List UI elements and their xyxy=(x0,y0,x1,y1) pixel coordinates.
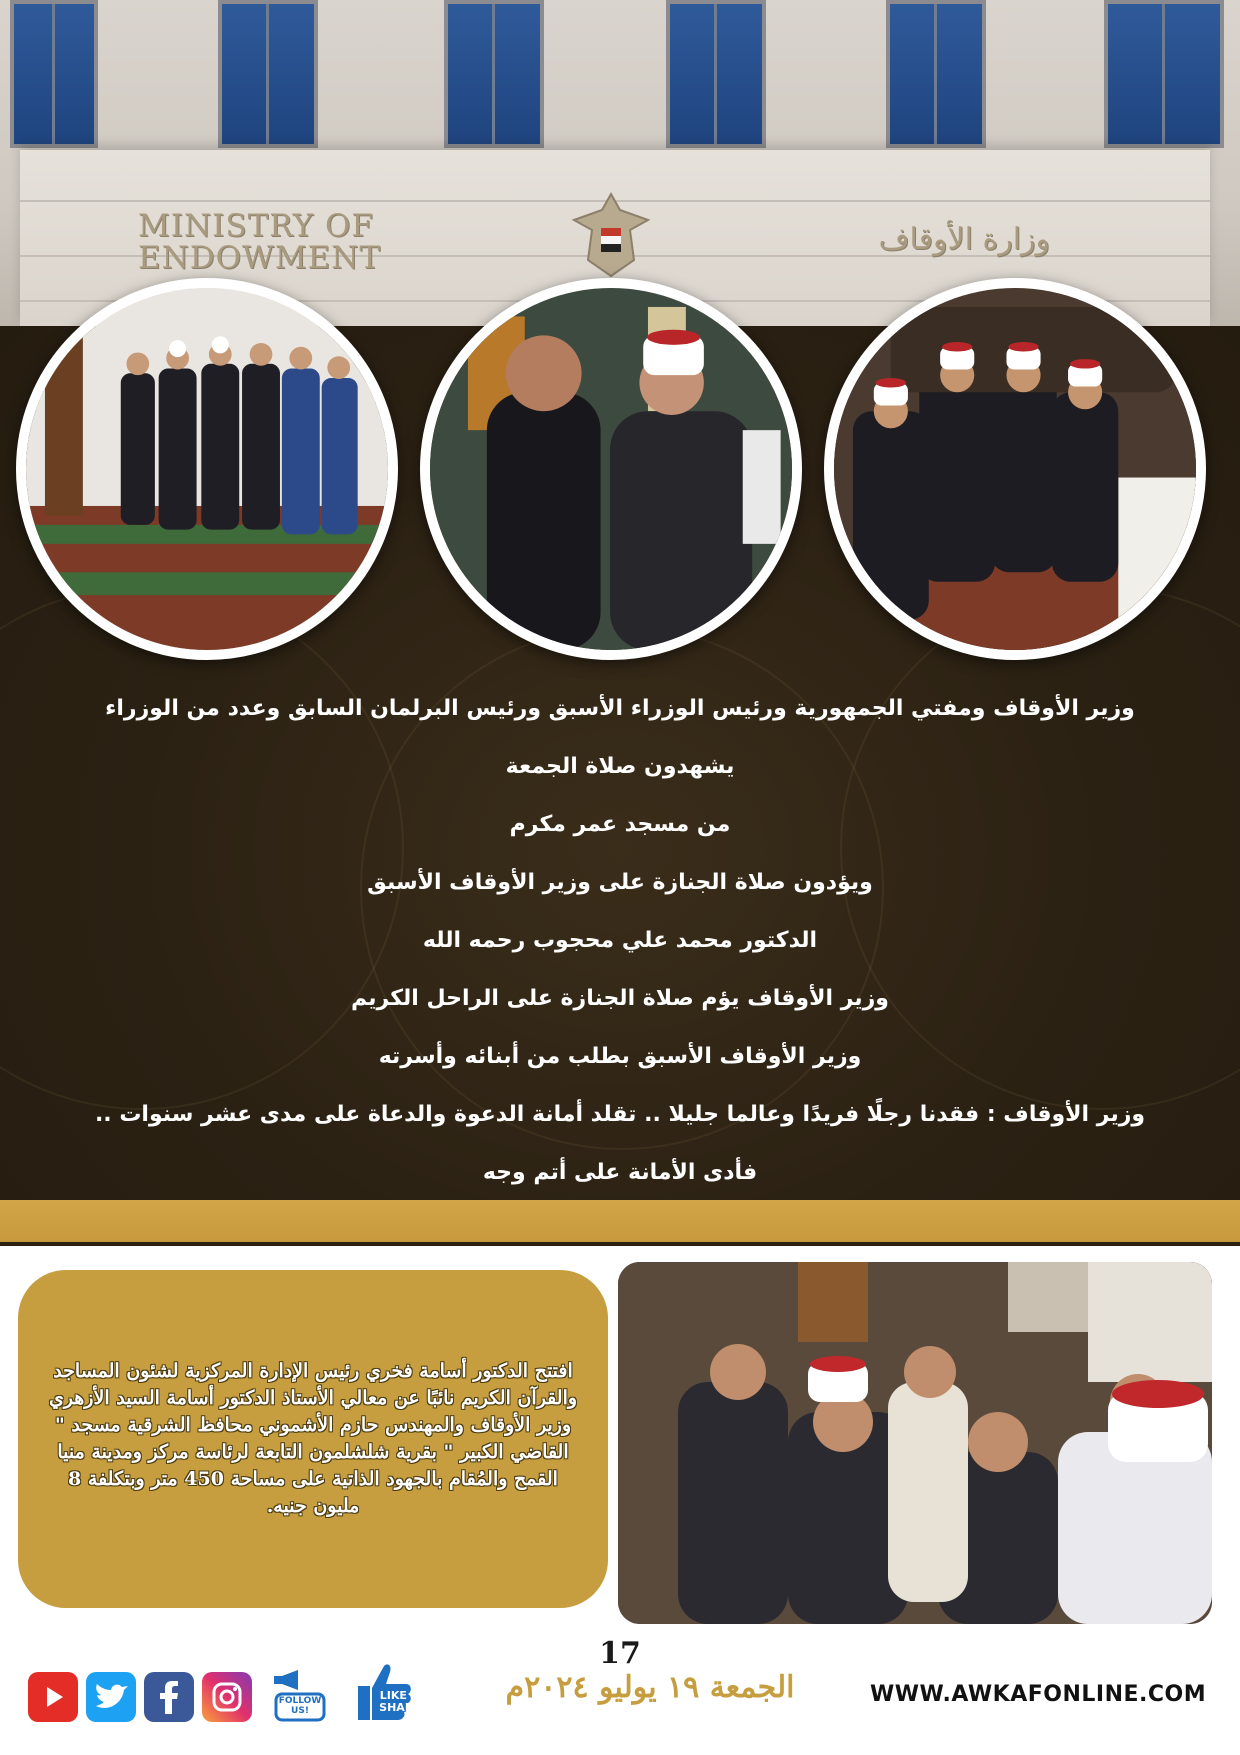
headline-line: يشهدون صلاة الجمعة xyxy=(505,754,735,779)
follow-us-badge[interactable] xyxy=(268,1666,332,1726)
like-share-label: LIKE & SHARE xyxy=(379,1689,421,1714)
headline-line: الدكتور محمد علي محجوب رحمه الله xyxy=(422,928,818,953)
issue-date: الجمعة ١٩ يوليو ٢٠٢٤م xyxy=(505,1670,795,1705)
headline-line: ويؤدون صلاة الجنازة على وزير الأوقاف الأسبق xyxy=(367,870,873,895)
building-window xyxy=(1104,0,1224,148)
building-window xyxy=(886,0,986,148)
caption-box xyxy=(18,1270,608,1608)
building-window xyxy=(666,0,766,148)
headline-line: من مسجد عمر مكرم xyxy=(509,812,731,837)
follow-us-label: FOLLOW US! xyxy=(278,1696,322,1716)
photo-circle-prayer-row xyxy=(16,278,398,660)
ministry-sign-english: MINISTRY OF ENDOWMENT xyxy=(138,208,382,276)
headline-line: وزير الأوقاف : فقدنا رجلًا فريدًا وعالما جليلا .. تقلد أمانة الدعوة والدعاة على مدى عشر سنوات .. xyxy=(94,1102,1146,1127)
like-share-badge[interactable] xyxy=(350,1656,430,1736)
facebook-icon[interactable] xyxy=(144,1672,194,1722)
headline-line: وزير الأوقاف يؤم صلاة الجنازة على الراحل الكريم xyxy=(351,986,889,1011)
youtube-icon[interactable] xyxy=(28,1672,78,1722)
photo-circle-imams xyxy=(824,278,1206,660)
headline-line: فأدى الأمانة على أتم وجه xyxy=(482,1160,758,1185)
building-window xyxy=(218,0,318,148)
headline-line: وزير الأوقاف ومفتي الجمهورية ورئيس الوزراء الأسبق ورئيس البرلمان السابق وعدد من الوزراء xyxy=(105,696,1135,721)
headline-block xyxy=(40,680,1200,1202)
photo-circle-greeting xyxy=(420,278,802,660)
caption-text: افتتح الدكتور أسامة فخري رئيس الإدارة المركزية لشئون المساجد والقرآن الكريم نائبًا عن معالي الأستاذ الدكتور أسامة السيد الأزهري وزير الأوقاف والمهندس حازم الأشموني محافظ الشرقية مسجد " القاضي الكبير " بقرية شلشلمون التابعة لرئاسة مركز ومدينة منيا القمح والمُقام بالجهود الذاتية على مساحة 450 متر وبتكلفة 8 مليون جنيه. xyxy=(48,1360,578,1517)
twitter-icon[interactable] xyxy=(86,1672,136,1722)
headline-line: وزير الأوقاف الأسبق بطلب من أبنائه وأسرته xyxy=(378,1044,862,1069)
gold-divider xyxy=(0,1200,1240,1242)
building-window xyxy=(10,0,98,148)
instagram-icon[interactable] xyxy=(202,1672,252,1722)
website-link[interactable]: WWW.AWKAFONLINE.COM xyxy=(870,1682,1207,1707)
eagle-emblem-icon xyxy=(568,190,654,282)
photo-mosque-opening xyxy=(618,1262,1212,1624)
page-number: 17 xyxy=(599,1636,641,1671)
ministry-sign-arabic: وزارة الأوقاف xyxy=(878,222,1050,257)
building-window xyxy=(444,0,544,148)
